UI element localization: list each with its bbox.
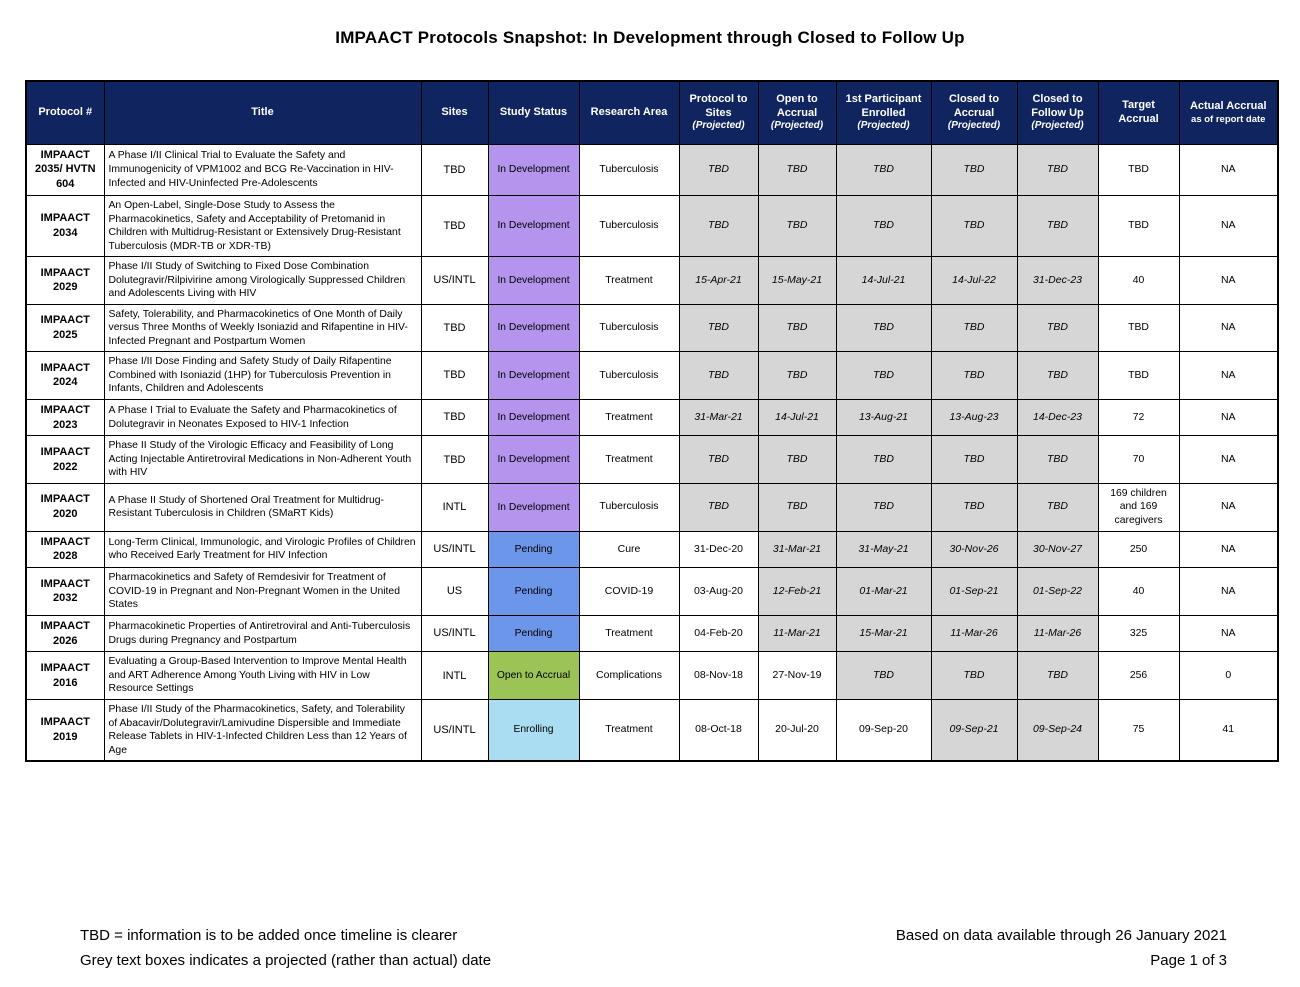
closed-to-follow-up-date: TBD xyxy=(1017,196,1098,257)
first-participant-enrolled-date: 01-Mar-21 xyxy=(836,568,931,616)
actual-accrual: NA xyxy=(1179,196,1278,257)
study-status: In Development xyxy=(488,196,579,257)
research-area: Tuberculosis xyxy=(579,144,679,196)
table-row xyxy=(26,483,1278,531)
column-header-10: Target Accrual xyxy=(1098,81,1179,144)
sites: TBD xyxy=(421,144,488,196)
protocol-number: IMPAACT 2034 xyxy=(26,196,104,257)
table-row xyxy=(26,352,1278,400)
target-accrual: 256 xyxy=(1098,652,1179,700)
closed-to-accrual-date: TBD xyxy=(931,652,1017,700)
protocol-to-sites-date: TBD xyxy=(679,144,758,196)
research-area: Treatment xyxy=(579,436,679,484)
column-header-7: 1st Participant Enrolled (Projected) xyxy=(836,81,931,144)
closed-to-accrual-date: TBD xyxy=(931,304,1017,352)
protocol-number: IMPAACT 2022 xyxy=(26,436,104,484)
column-header-5: Protocol to Sites (Projected) xyxy=(679,81,758,144)
table-row xyxy=(26,436,1278,484)
closed-to-follow-up-date: TBD xyxy=(1017,304,1098,352)
open-to-accrual-date: TBD xyxy=(758,304,836,352)
sites: US/INTL xyxy=(421,531,488,568)
closed-to-follow-up-date: 09-Sep-24 xyxy=(1017,699,1098,761)
column-header-0: Protocol # xyxy=(26,81,104,144)
first-participant-enrolled-date: TBD xyxy=(836,652,931,700)
closed-to-follow-up-date: 01-Sep-22 xyxy=(1017,568,1098,616)
footer-note-grey: Grey text boxes indicates a projected (rather than actual) date xyxy=(80,951,492,969)
protocol-number: IMPAACT 2025 xyxy=(26,304,104,352)
protocol-number: IMPAACT 2016 xyxy=(26,652,104,700)
open-to-accrual-date: 12-Feb-21 xyxy=(758,568,836,616)
closed-to-follow-up-date: 14-Dec-23 xyxy=(1017,399,1098,436)
protocol-title: Phase I/II Dose Finding and Safety Study of Daily Rifapentine Combined with Isoniazid (1HP) for Tuberculosis Prevention in Infants, Children and Adolescents xyxy=(104,352,421,400)
closed-to-follow-up-date: TBD xyxy=(1017,483,1098,531)
sites: TBD xyxy=(421,399,488,436)
research-area: Treatment xyxy=(579,615,679,652)
study-status: Pending xyxy=(488,531,579,568)
protocol-number: IMPAACT 2024 xyxy=(26,352,104,400)
protocol-title: Phase I/II Study of the Pharmacokinetics, Safety, and Tolerability of Abacavir/Dolutegravir/Lamivudine Dispersible and Immediate Release Tablets in HIV-1-Infected Children Less than 12 Years of Age xyxy=(104,699,421,761)
study-status: Enrolling xyxy=(488,699,579,761)
research-area: Treatment xyxy=(579,257,679,305)
table-row xyxy=(26,615,1278,652)
actual-accrual: NA xyxy=(1179,257,1278,305)
research-area: Cure xyxy=(579,531,679,568)
actual-accrual: NA xyxy=(1179,615,1278,652)
closed-to-accrual-date: 09-Sep-21 xyxy=(931,699,1017,761)
closed-to-accrual-date: TBD xyxy=(931,483,1017,531)
study-status: In Development xyxy=(488,304,579,352)
protocols-table xyxy=(25,80,1279,762)
first-participant-enrolled-date: TBD xyxy=(836,144,931,196)
target-accrual: 40 xyxy=(1098,257,1179,305)
table-row xyxy=(26,699,1278,761)
protocol-title: Pharmacokinetics and Safety of Remdesivir for Treatment of COVID-19 in Pregnant and Non-Pregnant Women in the United States xyxy=(104,568,421,616)
table-row xyxy=(26,196,1278,257)
table-row xyxy=(26,257,1278,305)
open-to-accrual-date: 11-Mar-21 xyxy=(758,615,836,652)
sites: INTL xyxy=(421,483,488,531)
open-to-accrual-date: 27-Nov-19 xyxy=(758,652,836,700)
protocol-to-sites-date: 03-Aug-20 xyxy=(679,568,758,616)
closed-to-accrual-date: TBD xyxy=(931,436,1017,484)
research-area: COVID-19 xyxy=(579,568,679,616)
actual-accrual: NA xyxy=(1179,568,1278,616)
research-area: Tuberculosis xyxy=(579,196,679,257)
actual-accrual: NA xyxy=(1179,304,1278,352)
actual-accrual: NA xyxy=(1179,144,1278,196)
protocol-number: IMPAACT 2020 xyxy=(26,483,104,531)
sites: TBD xyxy=(421,196,488,257)
open-to-accrual-date: TBD xyxy=(758,483,836,531)
first-participant-enrolled-date: 14-Jul-21 xyxy=(836,257,931,305)
research-area: Complications xyxy=(579,652,679,700)
open-to-accrual-date: TBD xyxy=(758,352,836,400)
table-row xyxy=(26,531,1278,568)
study-status: Pending xyxy=(488,615,579,652)
footer-meta xyxy=(896,924,1227,974)
first-participant-enrolled-date: 31-May-21 xyxy=(836,531,931,568)
protocol-title: An Open-Label, Single-Dose Study to Assess the Pharmacokinetics, Safety and Acceptability of Pretomanid in Children with Multidrug-Resistant or Extensively Drug-Resistant Tuberculosis (MDR-TB or XDR-TB) xyxy=(104,196,421,257)
protocol-number: IMPAACT 2023 xyxy=(26,399,104,436)
first-participant-enrolled-date: TBD xyxy=(836,196,931,257)
protocol-to-sites-date: 08-Nov-18 xyxy=(679,652,758,700)
protocol-number: IMPAACT 2029 xyxy=(26,257,104,305)
target-accrual: TBD xyxy=(1098,304,1179,352)
table-body xyxy=(26,144,1278,761)
sites: US xyxy=(421,568,488,616)
protocol-title: A Phase I Trial to Evaluate the Safety and Pharmacokinetics of Dolutegravir in Neonates Exposed to HIV-1 Infection xyxy=(104,399,421,436)
target-accrual: TBD xyxy=(1098,144,1179,196)
research-area: Tuberculosis xyxy=(579,483,679,531)
target-accrual: 169 children and 169 caregivers xyxy=(1098,483,1179,531)
protocol-number: IMPAACT 2028 xyxy=(26,531,104,568)
page-title: IMPAACT Protocols Snapshot: In Development through Closed to Follow Up xyxy=(335,28,965,47)
column-header-2: Sites xyxy=(421,81,488,144)
target-accrual: 75 xyxy=(1098,699,1179,761)
open-to-accrual-date: 15-May-21 xyxy=(758,257,836,305)
table-row xyxy=(26,399,1278,436)
target-accrual: TBD xyxy=(1098,352,1179,400)
protocol-title: Pharmacokinetic Properties of Antiretroviral and Anti-Tuberculosis Drugs during Pregnancy and Postpartum xyxy=(104,615,421,652)
first-participant-enrolled-date: TBD xyxy=(836,304,931,352)
first-participant-enrolled-date: 15-Mar-21 xyxy=(836,615,931,652)
column-header-8: Closed to Accrual (Projected) xyxy=(931,81,1017,144)
first-participant-enrolled-date: TBD xyxy=(836,483,931,531)
actual-accrual: NA xyxy=(1179,483,1278,531)
actual-accrual: NA xyxy=(1179,399,1278,436)
closed-to-accrual-date: 13-Aug-23 xyxy=(931,399,1017,436)
sites: INTL xyxy=(421,652,488,700)
actual-accrual: NA xyxy=(1179,436,1278,484)
protocol-title: Long-Term Clinical, Immunologic, and Virologic Profiles of Children who Received Early Treatment for HIV Infection xyxy=(104,531,421,568)
closed-to-accrual-date: 14-Jul-22 xyxy=(931,257,1017,305)
column-header-9: Closed to Follow Up (Projected) xyxy=(1017,81,1098,144)
closed-to-follow-up-date: TBD xyxy=(1017,652,1098,700)
closed-to-accrual-date: 11-Mar-26 xyxy=(931,615,1017,652)
study-status: Open to Accrual xyxy=(488,652,579,700)
study-status: In Development xyxy=(488,352,579,400)
footer-data-through: Based on data available through 26 January 2021 xyxy=(895,927,1227,944)
column-header-6: Open to Accrual (Projected) xyxy=(758,81,836,144)
study-status: In Development xyxy=(488,144,579,196)
closed-to-accrual-date: 01-Sep-21 xyxy=(931,568,1017,616)
table-row xyxy=(26,568,1278,616)
target-accrual: 250 xyxy=(1098,531,1179,568)
study-status: Pending xyxy=(488,568,579,616)
protocol-title: Safety, Tolerability, and Pharmacokinetics of One Month of Daily versus Three Months of Weekly Isoniazid and Rifapentine in HIV-Infected Pregnant and Postpartum Women xyxy=(104,304,421,352)
actual-accrual: NA xyxy=(1179,531,1278,568)
sites: TBD xyxy=(421,352,488,400)
closed-to-follow-up-date: TBD xyxy=(1017,144,1098,196)
sites: US/INTL xyxy=(421,699,488,761)
open-to-accrual-date: TBD xyxy=(758,196,836,257)
protocol-title: A Phase I/II Clinical Trial to Evaluate the Safety and Immunogenicity of VPM1002 and BCG Re-Vaccination in HIV-Infected and HIV-Uninfected Pre-Adolescents xyxy=(104,144,421,196)
column-header-1: Title xyxy=(104,81,421,144)
research-area: Tuberculosis xyxy=(579,304,679,352)
protocol-to-sites-date: TBD xyxy=(679,483,758,531)
header-row xyxy=(26,81,1278,144)
first-participant-enrolled-date: TBD xyxy=(836,436,931,484)
target-accrual: 70 xyxy=(1098,436,1179,484)
protocol-title: Phase I/II Study of Switching to Fixed Dose Combination Dolutegravir/Rilpivirine among Virologically Suppressed Children and Adolescents Living with HIV xyxy=(104,257,421,305)
first-participant-enrolled-date: 09-Sep-20 xyxy=(836,699,931,761)
sites: US/INTL xyxy=(421,615,488,652)
study-status: In Development xyxy=(488,436,579,484)
open-to-accrual-date: TBD xyxy=(758,144,836,196)
target-accrual: 72 xyxy=(1098,399,1179,436)
table-header xyxy=(26,81,1278,144)
open-to-accrual-date: 31-Mar-21 xyxy=(758,531,836,568)
study-status: In Development xyxy=(488,483,579,531)
study-status: In Development xyxy=(488,399,579,436)
column-header-11: Actual Accrual as of report date xyxy=(1179,81,1278,144)
protocol-number: IMPAACT 2019 xyxy=(26,699,104,761)
column-header-4: Research Area xyxy=(579,81,679,144)
protocol-to-sites-date: 31-Dec-20 xyxy=(679,531,758,568)
closed-to-follow-up-date: TBD xyxy=(1017,436,1098,484)
table-row xyxy=(26,144,1278,196)
closed-to-follow-up-date: 31-Dec-23 xyxy=(1017,257,1098,305)
actual-accrual: 0 xyxy=(1179,652,1278,700)
closed-to-follow-up-date: TBD xyxy=(1017,352,1098,400)
footer-page-number: Page 1 of 3 xyxy=(1150,951,1227,969)
research-area: Tuberculosis xyxy=(579,352,679,400)
actual-accrual: NA xyxy=(1179,352,1278,400)
protocol-to-sites-date: 31-Mar-21 xyxy=(679,399,758,436)
research-area: Treatment xyxy=(579,699,679,761)
open-to-accrual-date: TBD xyxy=(758,436,836,484)
protocol-to-sites-date: TBD xyxy=(679,436,758,484)
sites: TBD xyxy=(421,436,488,484)
footer-note-tbd: TBD = information is to be added once timeline is clearer xyxy=(80,927,458,944)
closed-to-follow-up-date: 30-Nov-27 xyxy=(1017,531,1098,568)
protocol-to-sites-date: 08-Oct-18 xyxy=(679,699,758,761)
closed-to-accrual-date: TBD xyxy=(931,144,1017,196)
first-participant-enrolled-date: TBD xyxy=(836,352,931,400)
protocol-number: IMPAACT 2026 xyxy=(26,615,104,652)
protocol-title: A Phase II Study of Shortened Oral Treatment for Multidrug-Resistant Tuberculosis in Children (SMaRT Kids) xyxy=(104,483,421,531)
protocol-title: Phase II Study of the Virologic Efficacy and Feasibility of Long Acting Injectable Antiretroviral Medications in Non-Adherent Youth with HIV xyxy=(104,436,421,484)
target-accrual: 40 xyxy=(1098,568,1179,616)
open-to-accrual-date: 20-Jul-20 xyxy=(758,699,836,761)
protocol-to-sites-date: 15-Apr-21 xyxy=(679,257,758,305)
closed-to-follow-up-date: 11-Mar-26 xyxy=(1017,615,1098,652)
protocol-to-sites-date: 04-Feb-20 xyxy=(679,615,758,652)
sites: TBD xyxy=(421,304,488,352)
open-to-accrual-date: 14-Jul-21 xyxy=(758,399,836,436)
closed-to-accrual-date: 30-Nov-26 xyxy=(931,531,1017,568)
closed-to-accrual-date: TBD xyxy=(931,196,1017,257)
protocol-to-sites-date: TBD xyxy=(679,196,758,257)
first-participant-enrolled-date: 13-Aug-21 xyxy=(836,399,931,436)
footer-notes xyxy=(80,924,491,974)
target-accrual: TBD xyxy=(1098,196,1179,257)
target-accrual: 325 xyxy=(1098,615,1179,652)
table-row xyxy=(26,652,1278,700)
column-header-3: Study Status xyxy=(488,81,579,144)
protocol-title: Evaluating a Group-Based Intervention to Improve Mental Health and ART Adherence Among Youth Living with HIV in Low Resource Settings xyxy=(104,652,421,700)
protocol-to-sites-date: TBD xyxy=(679,352,758,400)
study-status: In Development xyxy=(488,257,579,305)
protocol-number: IMPAACT 2032 xyxy=(26,568,104,616)
actual-accrual: 41 xyxy=(1179,699,1278,761)
research-area: Treatment xyxy=(579,399,679,436)
protocols-table-wrap xyxy=(25,80,1277,762)
table-row xyxy=(26,304,1278,352)
closed-to-accrual-date: TBD xyxy=(931,352,1017,400)
protocol-number: IMPAACT 2035/ HVTN 604 xyxy=(26,144,104,196)
sites: US/INTL xyxy=(421,257,488,305)
protocol-to-sites-date: TBD xyxy=(679,304,758,352)
